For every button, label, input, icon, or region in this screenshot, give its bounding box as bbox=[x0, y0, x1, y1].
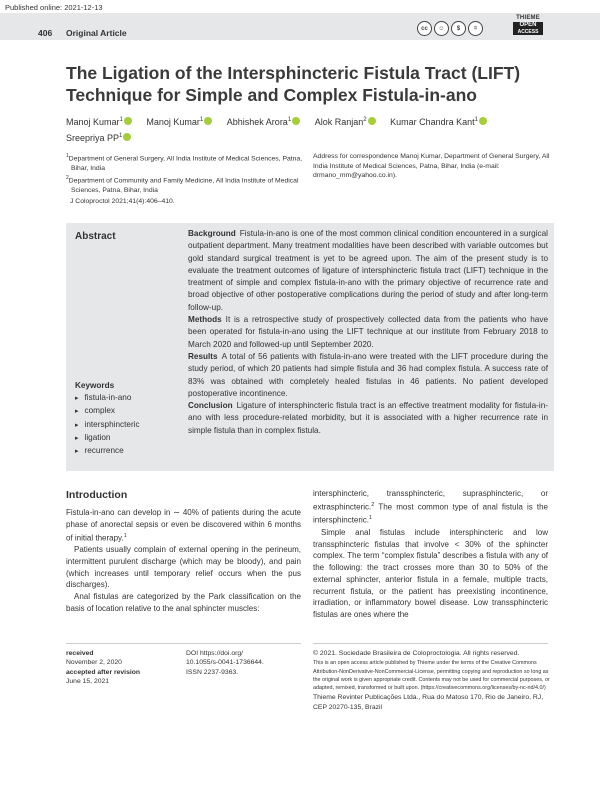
body-column-left bbox=[66, 507, 301, 615]
author[interactable]: Kumar Chandra Kant$^1$ bbox=[390, 114, 487, 130]
orcid-icon[interactable] bbox=[204, 117, 212, 125]
orcid-icon[interactable] bbox=[368, 117, 376, 125]
author[interactable]: Abhishek Arora$^1$ bbox=[227, 114, 300, 130]
keywords-title: Keywords bbox=[75, 381, 115, 390]
license-text: This is an open access article published by Thieme under the terms of the Creative Commons Attribution-NonDerivative-NonCommercial-License, permitting copying and reproduction so long as the original work is given appropriate credit. Contents may not be used for commercial purposes, or adapted, remixed, transformed or built upon. (https://creativecommons.org/licenses/by-nc-nd/4.0/) bbox=[313, 660, 550, 692]
citation: J Coloproctol 2021;41(4):406–410. bbox=[70, 198, 175, 205]
article-title: The Ligation of the Intersphincteric Fistula Tract (LIFT) Technique for Simple and Complex Fistula-in-ano bbox=[66, 63, 521, 105]
keyword: ▸ ligation bbox=[75, 432, 140, 445]
body-column-right bbox=[313, 488, 548, 621]
paragraph: intersphincteric, transsphincteric, suprasphincteric, or extrasphincteric.$^2$ The most common type of anal fistula is the intersphincteric.$^1$ bbox=[313, 489, 548, 525]
paragraph: Simple anal fistulas include intersphincteric and low transsphincteric fistulas that involve < 30% of the sphincter complex. The term “complex fistula” describes a fistula with any of the following: the tract crosses more than 30 to 50% of the external sphincter, anterior fistula in a female, multiple tracts, recurrent fistula, or the patient has preexisting incontinence, irradiation, or inflammatory bowel disease. Low transsphincteric fistulas are ones where the bbox=[313, 527, 548, 620]
abstract-methods: Methods It is a retrospective study of prospectively collected data from the patients who have been operated for fistula-in-ano using the LIFT technique at our institute from February 2018 to March 2020 and followed-up until September 2020. bbox=[188, 315, 548, 349]
by-icon: ☺ bbox=[434, 21, 449, 36]
issn: ISSN 2237-9363. bbox=[186, 668, 239, 676]
orcid-icon[interactable] bbox=[292, 117, 300, 125]
page-number: 406 bbox=[38, 28, 53, 38]
correspondence: Address for correspondence Manoj Kumar, Department of General Surgery, All India Institute of Medical Sciences, Patna, Bihar, India (e-mail: drmano_mm@yahoo.co.in). bbox=[313, 153, 550, 179]
logo-name: THIEME bbox=[516, 15, 540, 21]
author[interactable]: Alok Ranjan$^2$ bbox=[315, 114, 376, 130]
paragraph: Patients usually complain of external opening in the perineum, intermittent purulent discharge (which may be bloody), and pain (which increases until temporary relief occurs when the pus discharges). bbox=[66, 545, 301, 590]
copyright-line: © 2021. Sociedade Brasileira de Coloproctologia. All rights reserved. bbox=[313, 650, 520, 657]
keywords bbox=[75, 380, 140, 458]
accepted-date: June 15, 2021 bbox=[66, 678, 110, 686]
doi-link[interactable]: DOI https://doi.org/ bbox=[186, 650, 244, 657]
article-type: Original Article bbox=[66, 28, 127, 38]
logo-access: ACCESS bbox=[513, 29, 543, 35]
abstract-label: Abstract bbox=[75, 231, 116, 242]
author[interactable]: Manoj Kumar$^1$ bbox=[66, 114, 132, 130]
cc-icon: cc bbox=[417, 21, 432, 36]
nd-icon: = bbox=[468, 21, 483, 36]
abstract-background: Background Fistula-in-ano is one of the most common clinical condition encountered in a surgical outpatient department. Many treatment modalities have been described with variable outcomes but gold standard surgical treatment is yet to be agreed upon. The aim of the present study is to evaluate the treatment outcomes of ligature of intersphincteric fistula tract (LIFT) technique in the treatment of simple and complex fistula-in-ano with the primary objective of recurrence rate and broad objective of other postoperative complications during the period of study and after long-term follow-up. bbox=[188, 229, 548, 312]
paragraph: Anal fistulas are categorized by the Park classification on the basis of location relative to the anal sphincter muscles: bbox=[66, 592, 301, 614]
received-date: November 2, 2020 bbox=[66, 659, 122, 667]
author[interactable]: Manoj Kumar$^1$ bbox=[146, 114, 212, 130]
orcid-icon[interactable] bbox=[479, 117, 487, 125]
affiliations bbox=[66, 152, 306, 197]
thieme-open-access-logo bbox=[513, 15, 543, 40]
keyword: ▸ recurrence bbox=[75, 445, 140, 458]
footer-divider bbox=[66, 643, 301, 644]
article-dates bbox=[66, 649, 176, 687]
nc-icon: $ bbox=[451, 21, 466, 36]
doi-block bbox=[186, 649, 301, 677]
received-label: received bbox=[66, 650, 94, 657]
published-online-date: Published online: 2021-12-13 bbox=[5, 3, 103, 12]
introduction-heading: Introduction bbox=[66, 489, 128, 501]
logo-open: OPEN bbox=[513, 22, 543, 29]
footer-divider bbox=[313, 643, 548, 644]
accepted-label: accepted after revision bbox=[66, 668, 141, 676]
paragraph: Fistula-in-ano can develop in ∼ 40% of patients during the acute phase of anorectal sepsis or even be discovered within 6 months of initial therapy.$^1$ bbox=[66, 508, 301, 543]
publisher-address: Thieme Revinter Publicações Ltda., Rua do Matoso 170, Rio de Janeiro, RJ, CEP 20270-135, Brazil bbox=[313, 694, 544, 711]
author-list bbox=[66, 114, 566, 146]
doi-value[interactable]: 10.1055/s-0041-1736644. bbox=[186, 659, 264, 667]
orcid-icon[interactable] bbox=[124, 117, 132, 125]
keyword: ▸ intersphincteric bbox=[75, 419, 140, 432]
author[interactable]: Sreepriya $PP^1$ bbox=[66, 130, 131, 146]
affiliation: $^1$Department of General Surgery, All India Institute of Medical Sciences, Patna, Bihar, India bbox=[66, 153, 303, 172]
abstract-text bbox=[188, 228, 548, 437]
orcid-icon[interactable] bbox=[123, 133, 131, 141]
abstract-results: Results A total of 56 patients with fistula-in-ano were treated with the LIFT procedure during the study period, of which 20 patients had simple fistula and 36 had complex fistula. A success rate of 83% was obtained with completely healed fistulas in 46 patients. No patient developed postoperative incontinence. bbox=[188, 351, 548, 398]
copyright-block bbox=[313, 649, 553, 712]
keyword: ▸ complex bbox=[75, 405, 140, 418]
abstract-conclusion: Conclusion Ligature of intersphincteric fistula tract is an effective treatment modality for fistula-in-ano with less procedure-related morbidity, but it is associated with a higher recurrence rate in simple fistula than in complex fistula. bbox=[188, 401, 548, 435]
keyword: ▸ fistula-in-ano bbox=[75, 392, 140, 405]
affiliation: $^2$Department of Community and Family Medicine, All India Institute of Medical Sciences, Patna, Bihar, India bbox=[66, 175, 299, 195]
license-icons bbox=[417, 21, 483, 36]
